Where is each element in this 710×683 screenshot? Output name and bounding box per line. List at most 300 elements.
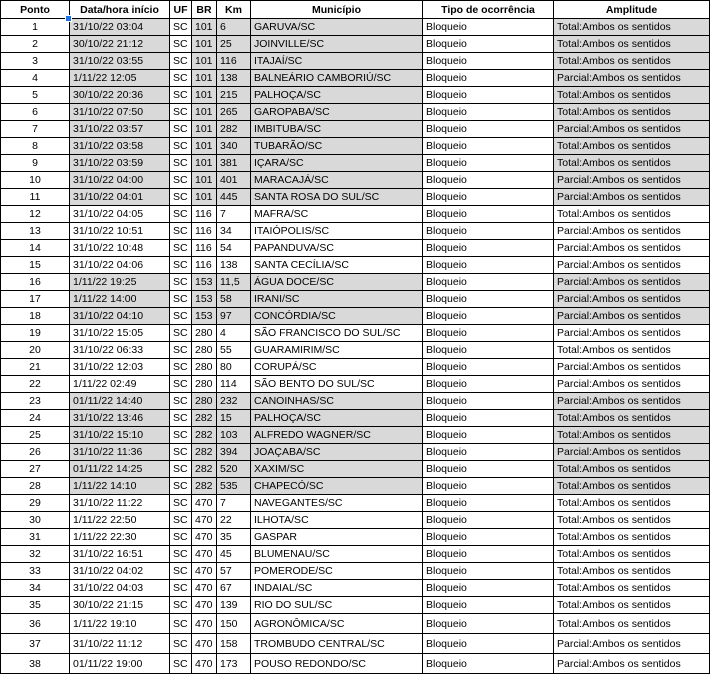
cell-km[interactable]: 535: [217, 478, 251, 495]
cell-tipo[interactable]: Bloqueio: [423, 291, 554, 308]
cell-municipio[interactable]: TUBARÃO/SC: [251, 138, 423, 155]
cell-uf[interactable]: SC: [170, 614, 192, 634]
cell-br[interactable]: 101: [192, 87, 217, 104]
cell-tipo[interactable]: Bloqueio: [423, 308, 554, 325]
cell-data-hora[interactable]: 1/11/22 12:05: [70, 70, 170, 87]
cell-km[interactable]: 57: [217, 563, 251, 580]
cell-ponto[interactable]: 26: [1, 444, 70, 461]
cell-data-hora[interactable]: 31/10/22 11:22: [70, 495, 170, 512]
cell-ponto[interactable]: 7: [1, 121, 70, 138]
header-uf[interactable]: UF: [170, 1, 192, 19]
header-data-hora[interactable]: Data/hora início: [70, 1, 170, 19]
cell-br[interactable]: 282: [192, 427, 217, 444]
cell-data-hora[interactable]: 1/11/22 14:00: [70, 291, 170, 308]
cell-municipio[interactable]: SANTA ROSA DO SUL/SC: [251, 189, 423, 206]
cell-municipio[interactable]: JOAÇABA/SC: [251, 444, 423, 461]
cell-km[interactable]: 232: [217, 393, 251, 410]
cell-km[interactable]: 173: [217, 654, 251, 674]
cell-amplitude[interactable]: Total:Ambos os sentidos: [554, 104, 710, 121]
cell-uf[interactable]: SC: [170, 325, 192, 342]
cell-uf[interactable]: SC: [170, 240, 192, 257]
cell-ponto[interactable]: 38: [1, 654, 70, 674]
cell-km[interactable]: 67: [217, 580, 251, 597]
cell-br[interactable]: 282: [192, 444, 217, 461]
cell-ponto[interactable]: 11: [1, 189, 70, 206]
cell-ponto[interactable]: 32: [1, 546, 70, 563]
cell-km[interactable]: 114: [217, 376, 251, 393]
cell-municipio[interactable]: ILHOTA/SC: [251, 512, 423, 529]
cell-uf[interactable]: SC: [170, 359, 192, 376]
cell-ponto[interactable]: 19: [1, 325, 70, 342]
cell-amplitude[interactable]: Total:Ambos os sentidos: [554, 512, 710, 529]
cell-tipo[interactable]: Bloqueio: [423, 393, 554, 410]
cell-data-hora[interactable]: 01/11/22 14:40: [70, 393, 170, 410]
cell-data-hora[interactable]: 31/10/22 03:58: [70, 138, 170, 155]
cell-br[interactable]: 470: [192, 614, 217, 634]
cell-data-hora[interactable]: 31/10/22 11:36: [70, 444, 170, 461]
cell-municipio[interactable]: TROMBUDO CENTRAL/SC: [251, 634, 423, 654]
cell-tipo[interactable]: Bloqueio: [423, 614, 554, 634]
cell-tipo[interactable]: Bloqueio: [423, 512, 554, 529]
cell-municipio[interactable]: IÇARA/SC: [251, 155, 423, 172]
cell-tipo[interactable]: Bloqueio: [423, 546, 554, 563]
cell-tipo[interactable]: Bloqueio: [423, 53, 554, 70]
cell-data-hora[interactable]: 30/10/22 21:12: [70, 36, 170, 53]
cell-tipo[interactable]: Bloqueio: [423, 410, 554, 427]
cell-municipio[interactable]: INDAIAL/SC: [251, 580, 423, 597]
cell-km[interactable]: 80: [217, 359, 251, 376]
cell-uf[interactable]: SC: [170, 70, 192, 87]
header-municipio[interactable]: Município: [251, 1, 423, 19]
cell-data-hora[interactable]: 31/10/22 11:12: [70, 634, 170, 654]
cell-km[interactable]: 7: [217, 495, 251, 512]
cell-data-hora[interactable]: 1/11/22 22:50: [70, 512, 170, 529]
cell-uf[interactable]: SC: [170, 427, 192, 444]
cell-data-hora[interactable]: 31/10/22 16:51: [70, 546, 170, 563]
cell-amplitude[interactable]: Total:Ambos os sentidos: [554, 546, 710, 563]
cell-amplitude[interactable]: Total:Ambos os sentidos: [554, 155, 710, 172]
cell-ponto[interactable]: 23: [1, 393, 70, 410]
cell-municipio[interactable]: PALHOÇA/SC: [251, 87, 423, 104]
cell-br[interactable]: 280: [192, 376, 217, 393]
header-br[interactable]: BR: [192, 1, 217, 19]
cell-amplitude[interactable]: Parcial:Ambos os sentidos: [554, 240, 710, 257]
cell-ponto[interactable]: 22: [1, 376, 70, 393]
cell-ponto[interactable]: 9: [1, 155, 70, 172]
cell-uf[interactable]: SC: [170, 444, 192, 461]
cell-br[interactable]: 282: [192, 410, 217, 427]
cell-tipo[interactable]: Bloqueio: [423, 376, 554, 393]
cell-tipo[interactable]: Bloqueio: [423, 325, 554, 342]
cell-amplitude[interactable]: Parcial:Ambos os sentidos: [554, 223, 710, 240]
header-amplitude[interactable]: Amplitude: [554, 1, 710, 19]
cell-km[interactable]: 138: [217, 70, 251, 87]
header-km[interactable]: Km: [217, 1, 251, 19]
cell-tipo[interactable]: Bloqueio: [423, 206, 554, 223]
cell-municipio[interactable]: RIO DO SUL/SC: [251, 597, 423, 614]
cell-km[interactable]: 150: [217, 614, 251, 634]
cell-data-hora[interactable]: 31/10/22 15:05: [70, 325, 170, 342]
cell-km[interactable]: 103: [217, 427, 251, 444]
cell-data-hora[interactable]: 31/10/22 04:00: [70, 172, 170, 189]
cell-uf[interactable]: SC: [170, 478, 192, 495]
cell-amplitude[interactable]: Parcial:Ambos os sentidos: [554, 274, 710, 291]
cell-amplitude[interactable]: Parcial:Ambos os sentidos: [554, 189, 710, 206]
cell-br[interactable]: 282: [192, 461, 217, 478]
cell-uf[interactable]: SC: [170, 206, 192, 223]
cell-uf[interactable]: SC: [170, 597, 192, 614]
cell-br[interactable]: 280: [192, 325, 217, 342]
cell-uf[interactable]: SC: [170, 580, 192, 597]
cell-amplitude[interactable]: Total:Ambos os sentidos: [554, 478, 710, 495]
cell-amplitude[interactable]: Total:Ambos os sentidos: [554, 36, 710, 53]
cell-amplitude[interactable]: Parcial:Ambos os sentidos: [554, 393, 710, 410]
cell-br[interactable]: 101: [192, 104, 217, 121]
cell-municipio[interactable]: NAVEGANTES/SC: [251, 495, 423, 512]
cell-km[interactable]: 45: [217, 546, 251, 563]
cell-uf[interactable]: SC: [170, 546, 192, 563]
cell-br[interactable]: 101: [192, 19, 217, 36]
selection-fill-handle[interactable]: [65, 15, 72, 22]
cell-km[interactable]: 34: [217, 223, 251, 240]
cell-br[interactable]: 153: [192, 291, 217, 308]
cell-municipio[interactable]: POUSO REDONDO/SC: [251, 654, 423, 674]
cell-br[interactable]: 280: [192, 393, 217, 410]
cell-tipo[interactable]: Bloqueio: [423, 274, 554, 291]
cell-amplitude[interactable]: Total:Ambos os sentidos: [554, 206, 710, 223]
cell-br[interactable]: 101: [192, 36, 217, 53]
cell-ponto[interactable]: 20: [1, 342, 70, 359]
cell-km[interactable]: 4: [217, 325, 251, 342]
cell-data-hora[interactable]: 1/11/22 19:10: [70, 614, 170, 634]
cell-ponto[interactable]: 14: [1, 240, 70, 257]
cell-uf[interactable]: SC: [170, 53, 192, 70]
cell-uf[interactable]: SC: [170, 36, 192, 53]
cell-amplitude[interactable]: Total:Ambos os sentidos: [554, 614, 710, 634]
cell-tipo[interactable]: Bloqueio: [423, 121, 554, 138]
cell-data-hora[interactable]: 31/10/22 10:48: [70, 240, 170, 257]
cell-uf[interactable]: SC: [170, 512, 192, 529]
cell-tipo[interactable]: Bloqueio: [423, 172, 554, 189]
cell-km[interactable]: 265: [217, 104, 251, 121]
cell-uf[interactable]: SC: [170, 495, 192, 512]
cell-amplitude[interactable]: Parcial:Ambos os sentidos: [554, 257, 710, 274]
cell-uf[interactable]: SC: [170, 634, 192, 654]
cell-tipo[interactable]: Bloqueio: [423, 597, 554, 614]
cell-data-hora[interactable]: 31/10/22 07:50: [70, 104, 170, 121]
cell-amplitude[interactable]: Total:Ambos os sentidos: [554, 53, 710, 70]
cell-km[interactable]: 445: [217, 189, 251, 206]
cell-br[interactable]: 470: [192, 597, 217, 614]
cell-municipio[interactable]: IRANI/SC: [251, 291, 423, 308]
cell-ponto[interactable]: 8: [1, 138, 70, 155]
cell-uf[interactable]: SC: [170, 308, 192, 325]
cell-ponto[interactable]: 18: [1, 308, 70, 325]
cell-km[interactable]: 282: [217, 121, 251, 138]
cell-data-hora[interactable]: 30/10/22 21:15: [70, 597, 170, 614]
cell-municipio[interactable]: GAROPABA/SC: [251, 104, 423, 121]
cell-br[interactable]: 101: [192, 121, 217, 138]
cell-tipo[interactable]: Bloqueio: [423, 654, 554, 674]
cell-uf[interactable]: SC: [170, 104, 192, 121]
cell-km[interactable]: 340: [217, 138, 251, 155]
cell-ponto[interactable]: 12: [1, 206, 70, 223]
cell-municipio[interactable]: PALHOÇA/SC: [251, 410, 423, 427]
cell-amplitude[interactable]: Parcial:Ambos os sentidos: [554, 444, 710, 461]
cell-municipio[interactable]: CONCÓRDIA/SC: [251, 308, 423, 325]
cell-km[interactable]: 520: [217, 461, 251, 478]
cell-ponto[interactable]: 2: [1, 36, 70, 53]
cell-ponto[interactable]: 5: [1, 87, 70, 104]
cell-ponto[interactable]: 13: [1, 223, 70, 240]
cell-data-hora[interactable]: 31/10/22 04:02: [70, 563, 170, 580]
cell-km[interactable]: 55: [217, 342, 251, 359]
cell-municipio[interactable]: JOINVILLE/SC: [251, 36, 423, 53]
cell-municipio[interactable]: GARUVA/SC: [251, 19, 423, 36]
cell-tipo[interactable]: Bloqueio: [423, 19, 554, 36]
cell-km[interactable]: 381: [217, 155, 251, 172]
cell-uf[interactable]: SC: [170, 274, 192, 291]
cell-km[interactable]: 394: [217, 444, 251, 461]
cell-ponto[interactable]: 36: [1, 614, 70, 634]
cell-municipio[interactable]: GUARAMIRIM/SC: [251, 342, 423, 359]
cell-ponto[interactable]: 24: [1, 410, 70, 427]
cell-tipo[interactable]: Bloqueio: [423, 427, 554, 444]
cell-km[interactable]: 401: [217, 172, 251, 189]
cell-uf[interactable]: SC: [170, 376, 192, 393]
cell-ponto[interactable]: 17: [1, 291, 70, 308]
cell-km[interactable]: 215: [217, 87, 251, 104]
cell-uf[interactable]: SC: [170, 529, 192, 546]
cell-tipo[interactable]: Bloqueio: [423, 495, 554, 512]
cell-km[interactable]: 35: [217, 529, 251, 546]
cell-amplitude[interactable]: Parcial:Ambos os sentidos: [554, 70, 710, 87]
cell-municipio[interactable]: IMBITUBA/SC: [251, 121, 423, 138]
cell-uf[interactable]: SC: [170, 223, 192, 240]
cell-amplitude[interactable]: Total:Ambos os sentidos: [554, 19, 710, 36]
cell-uf[interactable]: SC: [170, 393, 192, 410]
cell-tipo[interactable]: Bloqueio: [423, 240, 554, 257]
cell-data-hora[interactable]: 31/10/22 10:51: [70, 223, 170, 240]
cell-municipio[interactable]: ITAIÓPOLIS/SC: [251, 223, 423, 240]
cell-amplitude[interactable]: Parcial:Ambos os sentidos: [554, 121, 710, 138]
cell-ponto[interactable]: 35: [1, 597, 70, 614]
cell-amplitude[interactable]: Total:Ambos os sentidos: [554, 580, 710, 597]
cell-amplitude[interactable]: Parcial:Ambos os sentidos: [554, 325, 710, 342]
cell-municipio[interactable]: BALNEÁRIO CAMBORIÚ/SC: [251, 70, 423, 87]
cell-ponto[interactable]: 28: [1, 478, 70, 495]
cell-uf[interactable]: SC: [170, 291, 192, 308]
cell-km[interactable]: 54: [217, 240, 251, 257]
cell-tipo[interactable]: Bloqueio: [423, 189, 554, 206]
cell-br[interactable]: 470: [192, 654, 217, 674]
cell-ponto[interactable]: 31: [1, 529, 70, 546]
cell-uf[interactable]: SC: [170, 19, 192, 36]
cell-br[interactable]: 282: [192, 478, 217, 495]
cell-amplitude[interactable]: Parcial:Ambos os sentidos: [554, 359, 710, 376]
cell-data-hora[interactable]: 31/10/22 03:04: [70, 19, 170, 36]
cell-tipo[interactable]: Bloqueio: [423, 563, 554, 580]
cell-amplitude[interactable]: Total:Ambos os sentidos: [554, 563, 710, 580]
cell-tipo[interactable]: Bloqueio: [423, 70, 554, 87]
cell-br[interactable]: 101: [192, 70, 217, 87]
cell-km[interactable]: 158: [217, 634, 251, 654]
cell-br[interactable]: 470: [192, 580, 217, 597]
cell-uf[interactable]: SC: [170, 410, 192, 427]
cell-km[interactable]: 11,5: [217, 274, 251, 291]
cell-uf[interactable]: SC: [170, 189, 192, 206]
cell-tipo[interactable]: Bloqueio: [423, 36, 554, 53]
cell-ponto[interactable]: 6: [1, 104, 70, 121]
cell-uf[interactable]: SC: [170, 563, 192, 580]
cell-data-hora[interactable]: 31/10/22 13:46: [70, 410, 170, 427]
cell-data-hora[interactable]: 30/10/22 20:36: [70, 87, 170, 104]
cell-uf[interactable]: SC: [170, 121, 192, 138]
cell-amplitude[interactable]: Total:Ambos os sentidos: [554, 529, 710, 546]
header-tipo[interactable]: Tipo de ocorrência: [423, 1, 554, 19]
cell-amplitude[interactable]: Total:Ambos os sentidos: [554, 597, 710, 614]
cell-municipio[interactable]: SÃO BENTO DO SUL/SC: [251, 376, 423, 393]
cell-amplitude[interactable]: Total:Ambos os sentidos: [554, 138, 710, 155]
cell-tipo[interactable]: Bloqueio: [423, 478, 554, 495]
cell-uf[interactable]: SC: [170, 87, 192, 104]
cell-ponto[interactable]: 34: [1, 580, 70, 597]
cell-data-hora[interactable]: 31/10/22 15:10: [70, 427, 170, 444]
cell-tipo[interactable]: Bloqueio: [423, 223, 554, 240]
cell-amplitude[interactable]: Parcial:Ambos os sentidos: [554, 172, 710, 189]
cell-municipio[interactable]: CHAPECÓ/SC: [251, 478, 423, 495]
cell-br[interactable]: 470: [192, 546, 217, 563]
cell-uf[interactable]: SC: [170, 654, 192, 674]
cell-km[interactable]: 138: [217, 257, 251, 274]
cell-data-hora[interactable]: 01/11/22 19:00: [70, 654, 170, 674]
cell-data-hora[interactable]: 31/10/22 03:57: [70, 121, 170, 138]
cell-data-hora[interactable]: 31/10/22 12:03: [70, 359, 170, 376]
cell-ponto[interactable]: 21: [1, 359, 70, 376]
cell-amplitude[interactable]: Parcial:Ambos os sentidos: [554, 634, 710, 654]
cell-municipio[interactable]: POMERODE/SC: [251, 563, 423, 580]
cell-ponto[interactable]: 29: [1, 495, 70, 512]
cell-amplitude[interactable]: Parcial:Ambos os sentidos: [554, 654, 710, 674]
cell-br[interactable]: 470: [192, 634, 217, 654]
cell-data-hora[interactable]: 1/11/22 14:10: [70, 478, 170, 495]
cell-tipo[interactable]: Bloqueio: [423, 359, 554, 376]
cell-tipo[interactable]: Bloqueio: [423, 257, 554, 274]
cell-tipo[interactable]: Bloqueio: [423, 104, 554, 121]
cell-br[interactable]: 470: [192, 495, 217, 512]
cell-ponto[interactable]: 10: [1, 172, 70, 189]
cell-amplitude[interactable]: Parcial:Ambos os sentidos: [554, 308, 710, 325]
cell-data-hora[interactable]: 31/10/22 04:10: [70, 308, 170, 325]
cell-br[interactable]: 101: [192, 53, 217, 70]
cell-data-hora[interactable]: 1/11/22 02:49: [70, 376, 170, 393]
cell-tipo[interactable]: Bloqueio: [423, 444, 554, 461]
cell-br[interactable]: 101: [192, 189, 217, 206]
cell-amplitude[interactable]: Parcial:Ambos os sentidos: [554, 376, 710, 393]
cell-data-hora[interactable]: 31/10/22 04:01: [70, 189, 170, 206]
cell-tipo[interactable]: Bloqueio: [423, 138, 554, 155]
cell-ponto[interactable]: 30: [1, 512, 70, 529]
cell-uf[interactable]: SC: [170, 342, 192, 359]
cell-ponto[interactable]: 37: [1, 634, 70, 654]
cell-amplitude[interactable]: Total:Ambos os sentidos: [554, 342, 710, 359]
cell-ponto[interactable]: 27: [1, 461, 70, 478]
cell-ponto[interactable]: 25: [1, 427, 70, 444]
cell-km[interactable]: 7: [217, 206, 251, 223]
cell-tipo[interactable]: Bloqueio: [423, 529, 554, 546]
cell-br[interactable]: 280: [192, 359, 217, 376]
cell-tipo[interactable]: Bloqueio: [423, 461, 554, 478]
cell-municipio[interactable]: PAPANDUVA/SC: [251, 240, 423, 257]
cell-data-hora[interactable]: 31/10/22 04:05: [70, 206, 170, 223]
cell-tipo[interactable]: Bloqueio: [423, 155, 554, 172]
cell-tipo[interactable]: Bloqueio: [423, 87, 554, 104]
cell-municipio[interactable]: CORUPÁ/SC: [251, 359, 423, 376]
cell-data-hora[interactable]: 1/11/22 22:30: [70, 529, 170, 546]
header-ponto[interactable]: Ponto: [1, 1, 70, 19]
cell-br[interactable]: 116: [192, 206, 217, 223]
cell-ponto[interactable]: 15: [1, 257, 70, 274]
cell-ponto[interactable]: 33: [1, 563, 70, 580]
cell-amplitude[interactable]: Total:Ambos os sentidos: [554, 427, 710, 444]
cell-municipio[interactable]: BLUMENAU/SC: [251, 546, 423, 563]
cell-data-hora[interactable]: 31/10/22 04:03: [70, 580, 170, 597]
cell-municipio[interactable]: AGRONÔMICA/SC: [251, 614, 423, 634]
cell-br[interactable]: 101: [192, 172, 217, 189]
cell-br[interactable]: 116: [192, 240, 217, 257]
cell-br[interactable]: 101: [192, 138, 217, 155]
cell-br[interactable]: 153: [192, 274, 217, 291]
cell-uf[interactable]: SC: [170, 155, 192, 172]
cell-municipio[interactable]: MAFRA/SC: [251, 206, 423, 223]
cell-municipio[interactable]: XAXIM/SC: [251, 461, 423, 478]
cell-ponto[interactable]: 3: [1, 53, 70, 70]
cell-municipio[interactable]: ITAJAÍ/SC: [251, 53, 423, 70]
cell-km[interactable]: 58: [217, 291, 251, 308]
cell-ponto[interactable]: 4: [1, 70, 70, 87]
cell-ponto[interactable]: 16: [1, 274, 70, 291]
cell-br[interactable]: 101: [192, 155, 217, 172]
cell-km[interactable]: 22: [217, 512, 251, 529]
cell-br[interactable]: 116: [192, 223, 217, 240]
cell-amplitude[interactable]: Total:Ambos os sentidos: [554, 461, 710, 478]
cell-amplitude[interactable]: Total:Ambos os sentidos: [554, 87, 710, 104]
cell-uf[interactable]: SC: [170, 257, 192, 274]
cell-municipio[interactable]: SANTA CECÍLIA/SC: [251, 257, 423, 274]
cell-data-hora[interactable]: 31/10/22 03:59: [70, 155, 170, 172]
cell-municipio[interactable]: GASPAR: [251, 529, 423, 546]
cell-uf[interactable]: SC: [170, 172, 192, 189]
cell-km[interactable]: 139: [217, 597, 251, 614]
cell-tipo[interactable]: Bloqueio: [423, 580, 554, 597]
cell-uf[interactable]: SC: [170, 461, 192, 478]
cell-municipio[interactable]: CANOINHAS/SC: [251, 393, 423, 410]
cell-km[interactable]: 15: [217, 410, 251, 427]
cell-data-hora[interactable]: 1/11/22 19:25: [70, 274, 170, 291]
cell-ponto[interactable]: 1: [1, 19, 70, 36]
cell-amplitude[interactable]: Total:Ambos os sentidos: [554, 410, 710, 427]
cell-municipio[interactable]: SÃO FRANCISCO DO SUL/SC: [251, 325, 423, 342]
cell-municipio[interactable]: ALFREDO WAGNER/SC: [251, 427, 423, 444]
cell-km[interactable]: 25: [217, 36, 251, 53]
cell-br[interactable]: 153: [192, 308, 217, 325]
cell-data-hora[interactable]: 31/10/22 03:55: [70, 53, 170, 70]
cell-km[interactable]: 116: [217, 53, 251, 70]
cell-br[interactable]: 470: [192, 512, 217, 529]
cell-municipio[interactable]: ÁGUA DOCE/SC: [251, 274, 423, 291]
cell-amplitude[interactable]: Total:Ambos os sentidos: [554, 495, 710, 512]
cell-municipio[interactable]: MARACAJÁ/SC: [251, 172, 423, 189]
